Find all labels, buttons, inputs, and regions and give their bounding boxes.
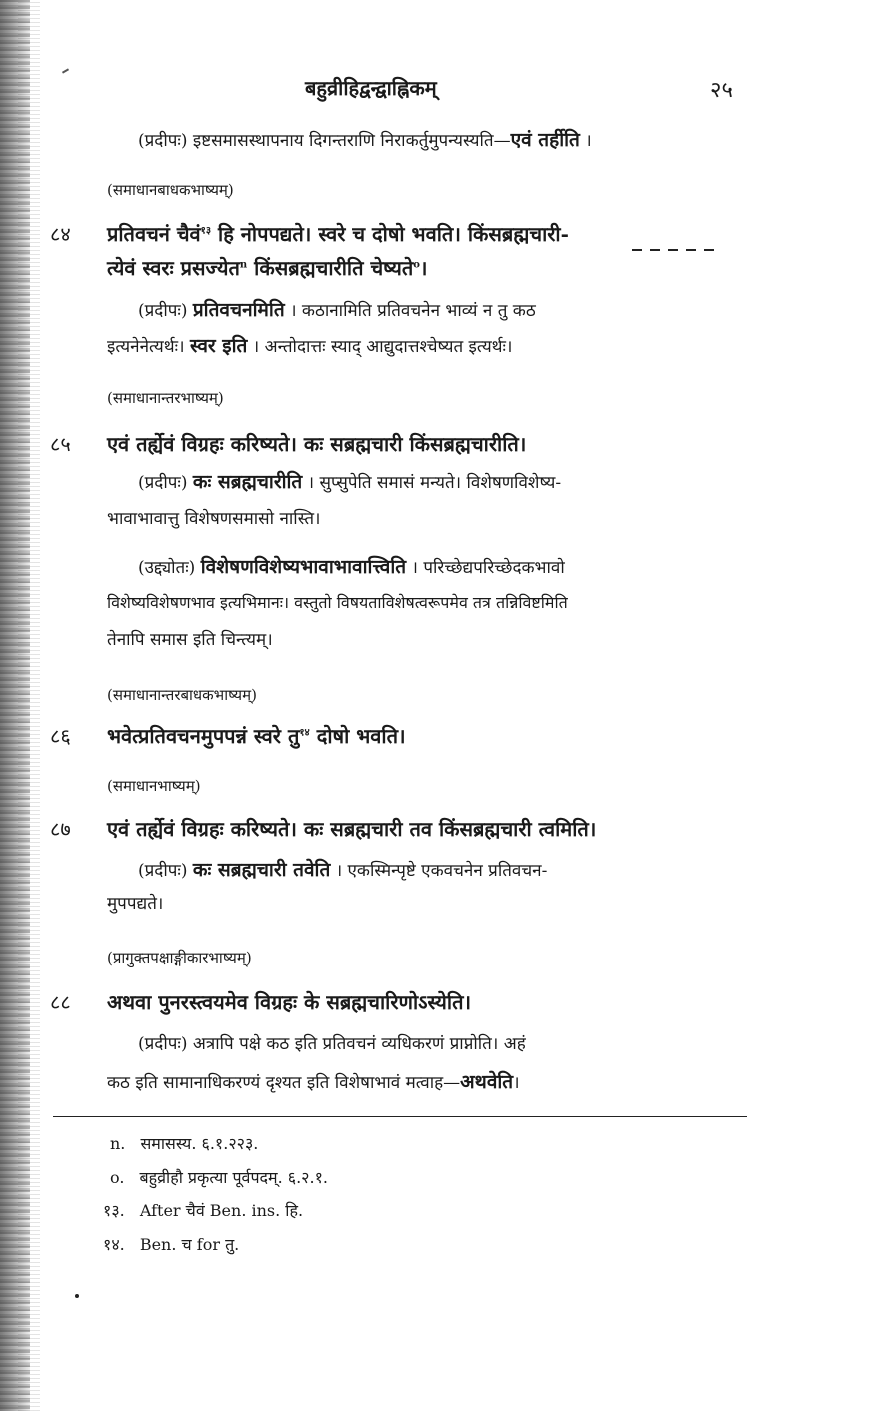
commentary-label: (प्रदीपः) [138, 1034, 188, 1054]
verse-text: प्रतिवचनं चैवं [107, 222, 201, 246]
danda: । [513, 1073, 520, 1093]
verse-text: त्येवं स्वरः प्रसज्येत [107, 256, 240, 280]
commentary-lemma: प्रतिवचनमिति [192, 299, 285, 321]
section-heading-2: (समाधानान्तरभाष्यम्) [107, 389, 224, 407]
section-heading-4: (समाधानभाष्यम्) [107, 777, 201, 795]
commentary-text: कठ इति सामानाधिकरण्यं दृश्यत इति विशेषाभावं मत्वाह— [107, 1073, 461, 1093]
running-header-title: बहुव्रीहिद्वन्द्वाह्निकम् [305, 76, 437, 100]
verse-85-text: एवं तर्ह्येवं विग्रहः करिष्यते। कः सब्रह्मचारी किंसब्रह्मचारीति। [107, 432, 527, 456]
commentary-text: । सुप्सुपेति समासं मन्यते। विशेषणविशेष्य- [307, 473, 562, 493]
commentary-text: । कठानामिति प्रतिवचनेन भाव्यं न तु कठ [290, 301, 536, 321]
footnote-n [110, 1132, 258, 1154]
verse-text: किंसब्रह्मचारीति चेष्यते [254, 256, 414, 280]
dashed-underline [632, 249, 722, 251]
section-heading-5: (प्रागुक्तपक्षाङ्गीकारभाष्यम्) [107, 949, 252, 967]
commentary-text: । परिच्छेद्यपरिच्छेदकभावो [411, 558, 565, 578]
footnote-13 [103, 1199, 303, 1221]
verse-88-text: अथवा पुनरस्त्वयमेव विग्रहः के सब्रह्मचारिणोऽस्येति। [107, 990, 472, 1014]
footnote-text: After चैवं Ben. ins. हि. [139, 1201, 304, 1220]
commentary-text: । एकस्मिन्पृष्टे एकवचनेन प्रतिवचन- [335, 861, 548, 881]
commentary-label: (प्रदीपः) [138, 131, 188, 151]
commentary-lemma: कः सब्रह्मचारी तवेति [192, 859, 331, 881]
footnote-text: समासस्य. ६.१.२२३. [140, 1134, 259, 1153]
verse-number-87: ८७ [50, 817, 71, 841]
danda: । [419, 256, 428, 280]
verse-84-line-2 [107, 254, 428, 281]
uddyota-paragraph-line-1 [138, 553, 565, 579]
footnote-key: n. [110, 1134, 126, 1153]
footnote-text: बहुव्रीहौ प्रकृत्या पूर्वपदम्. ६.२.१. [139, 1168, 328, 1187]
verse-86-text [107, 722, 406, 749]
footnote-key: १४. [103, 1235, 125, 1254]
verse-number-85: ८५ [50, 432, 71, 456]
verse-84-line-1 [107, 220, 569, 247]
footnote-text: Ben. च for तु. [139, 1235, 240, 1254]
pradipa-paragraph-1 [138, 126, 592, 152]
verse-number-86: ८६ [50, 724, 71, 748]
page-number: २५ [710, 78, 733, 103]
uddyota-paragraph-line-2: विशेष्यविशेषणभाव इत्यभिमानः। वस्तुतो विषयताविशेषत्वरूपमेव तत्र तन्निविष्टमिति [107, 593, 568, 612]
commentary-label: (उद्द्योतः) [138, 558, 196, 578]
commentary-text: इष्टसमासस्थापनाय दिगन्तराणि निराकर्तुमुपन्यस्यति— [192, 131, 511, 151]
verse-text: दोषो भवति। [316, 724, 406, 748]
verse-number-84: ८४ [50, 222, 71, 246]
footnote-ref-o: o [413, 259, 420, 271]
section-heading-1: (समाधानबाधकभाष्यम्) [107, 181, 234, 199]
verse-text: हि नोपपद्यते। स्वरे च दोषो भवति। किंसब्रह्मचारी- [218, 222, 569, 246]
commentary-lemma: अथवेति [460, 1071, 514, 1093]
footnote-ref-14: १४ [299, 727, 310, 739]
footnote-ref-n: n [239, 259, 248, 271]
commentary-text: इत्यनेनेत्यर्थः। [107, 337, 185, 357]
stray-ink-dot [75, 1294, 79, 1298]
pradipa-paragraph-2-line-2 [107, 332, 512, 358]
pradipa-paragraph-5-line-2 [107, 1068, 520, 1094]
footnote-separator-rule [53, 1116, 747, 1117]
pradipa-paragraph-4-line-1 [138, 856, 547, 882]
verse-number-88: ८८ [50, 990, 71, 1014]
verse-text: भवेत्प्रतिवचनमुपपन्नं स्वरे तु [107, 724, 300, 748]
commentary-label: (प्रदीपः) [138, 473, 188, 493]
commentary-text: । अन्तोदात्तः स्याद् आद्युदात्तश्चेष्यत इत्यर्थः। [252, 337, 513, 357]
pradipa-paragraph-4-line-2: मुपपद्यते। [107, 894, 164, 914]
pradipa-paragraph-3-line-2: भावाभावात्तु विशेषणसमासो नास्ति। [107, 509, 321, 529]
commentary-lemma: विशेषणविशेष्यभावाभावात्त्विति [200, 556, 407, 578]
footnote-o [110, 1166, 328, 1188]
danda: । [585, 131, 592, 151]
commentary-label: (प्रदीपः) [138, 861, 188, 881]
uddyota-paragraph-line-3: तेनापि समास इति चिन्त्यम्। [107, 630, 273, 650]
footnote-key: १३. [103, 1201, 125, 1220]
verse-87-text: एवं तर्ह्येवं विग्रहः करिष्यते। कः सब्रह्मचारी तव किंसब्रह्मचारी त्वमिति। [107, 817, 597, 841]
footnote-key: o. [110, 1168, 125, 1187]
commentary-label: (प्रदीपः) [138, 301, 188, 321]
pradipa-paragraph-3-line-1 [138, 468, 561, 494]
commentary-text: अत्रापि पक्षे कठ इति प्रतिवचनं व्यधिकरणं प्राप्नोति। अहं [192, 1034, 526, 1054]
footnote-ref-13: १३ [200, 225, 212, 237]
pradipa-paragraph-5-line-1 [138, 1031, 526, 1054]
commentary-lemma: कः सब्रह्मचारीति [192, 471, 303, 493]
section-heading-3: (समाधानान्तरबाधकभाष्यम्) [107, 686, 257, 704]
footnote-14 [103, 1233, 239, 1255]
commentary-lemma: एवं तर्हीति [510, 129, 580, 151]
pradipa-paragraph-2-line-1 [138, 296, 536, 322]
commentary-lemma: स्वर इति [189, 335, 248, 357]
